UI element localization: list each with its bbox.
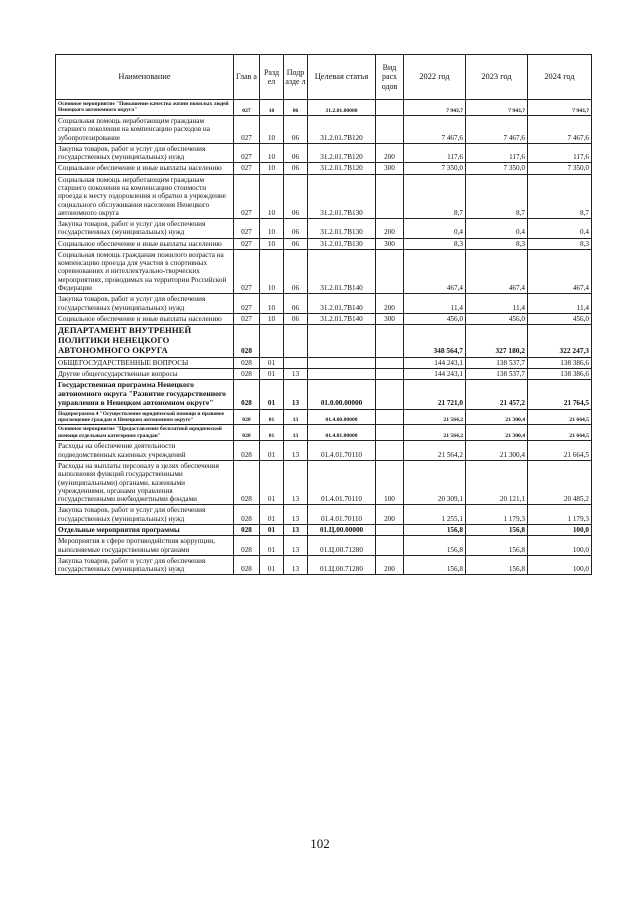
cell-razdel: 10: [260, 174, 284, 218]
cell-2024: 467,4: [528, 249, 592, 293]
cell-statya: 31.2.01.7В130: [308, 219, 376, 239]
cell-name: Расходы на обеспечение деятельности подведомственных казенных учреждений: [56, 441, 234, 461]
cell-2022: 1 255,1: [404, 505, 466, 525]
cell-vid: [376, 357, 404, 368]
cell-statya: 01.Ц.00.71280: [308, 536, 376, 556]
cell-razdel: 01: [260, 425, 284, 441]
cell-2023: 21 300,4: [466, 409, 528, 425]
cell-statya: 31.2.01.7В140: [308, 249, 376, 293]
cell-2023: 7 943,7: [466, 100, 528, 116]
cell-name: Мероприятия в сфере противодействия коррупции, выполняемые государственными органами: [56, 536, 234, 556]
cell-podrazdel: 13: [284, 505, 308, 525]
cell-statya: 01.0.00.00000: [308, 380, 376, 409]
cell-vid: 200: [376, 505, 404, 525]
cell-2023: 467,4: [466, 249, 528, 293]
cell-2023: 8,3: [466, 238, 528, 249]
cell-name: Закупка товаров, работ и услуг для обеспечения государственных (муниципальных) нужд: [56, 219, 234, 239]
cell-2022: 467,4: [404, 249, 466, 293]
cell-vid: [376, 100, 404, 116]
cell-podrazdel: 06: [284, 249, 308, 293]
cell-2022: 8,7: [404, 174, 466, 218]
cell-2024: 138 386,6: [528, 369, 592, 380]
cell-name: Социальная помощь гражданам пожилого возраста на компенсацию проезда для участия в спортивных соревнованиях и интеллектуально-творческих мероприятиях, проводимых на территории Российской Федерации: [56, 249, 234, 293]
page-number: 102: [310, 836, 330, 851]
cell-2024: 1 179,3: [528, 505, 592, 525]
cell-2024: 100,0: [528, 555, 592, 575]
cell-statya: 31.2.01.7В130: [308, 174, 376, 218]
cell-name: ОБЩЕГОСУДАРСТВЕННЫЕ ВОПРОСЫ: [56, 357, 234, 368]
cell-vid: 300: [376, 238, 404, 249]
table-row: [56, 294, 592, 314]
table-row: [56, 100, 592, 116]
cell-podrazdel: 13: [284, 425, 308, 441]
cell-2023: 156,8: [466, 536, 528, 556]
cell-statya: 01.4.01.70110: [308, 461, 376, 505]
table-row: [56, 524, 592, 535]
cell-2024: 138 386,6: [528, 357, 592, 368]
header-razdel: Разд ел: [260, 55, 284, 100]
cell-razdel: 01: [260, 505, 284, 525]
cell-statya: 01.4.01.70110: [308, 505, 376, 525]
cell-2022: 0,4: [404, 219, 466, 239]
cell-2023: 7 467,6: [466, 115, 528, 143]
cell-podrazdel: 13: [284, 441, 308, 461]
cell-2023: 8,7: [466, 174, 528, 218]
cell-statya: 01.4.01.00000: [308, 425, 376, 441]
cell-2022: 21 564,2: [404, 409, 466, 425]
table-row: [56, 425, 592, 441]
cell-glava: 028: [234, 524, 260, 535]
cell-2022: 21 564,2: [404, 425, 466, 441]
cell-2024: 7 943,7: [528, 100, 592, 116]
cell-razdel: 10: [260, 313, 284, 324]
table-row: [56, 505, 592, 525]
cell-name: Закупка товаров, работ и услуг для обеспечения государственных (муниципальных) нужд: [56, 505, 234, 525]
cell-podrazdel: [284, 325, 308, 358]
table-header-row: [56, 55, 592, 100]
cell-razdel: 10: [260, 219, 284, 239]
cell-2022: 11,4: [404, 294, 466, 314]
cell-vid: 100: [376, 461, 404, 505]
cell-podrazdel: 06: [284, 219, 308, 239]
cell-2024: 8,7: [528, 174, 592, 218]
cell-podrazdel: 06: [284, 163, 308, 174]
budget-table: [55, 54, 592, 575]
cell-statya: [308, 369, 376, 380]
cell-podrazdel: 13: [284, 555, 308, 575]
cell-podrazdel: 13: [284, 409, 308, 425]
header-glava: Глав а: [234, 55, 260, 100]
cell-statya: 31.2.01.7В140: [308, 294, 376, 314]
cell-vid: [376, 425, 404, 441]
cell-2023: 0,4: [466, 219, 528, 239]
cell-name: ДЕПАРТАМЕНТ ВНУТРЕННЕЙ ПОЛИТИКИ НЕНЕЦКОГО АВТОНОМНОГО ОКРУГА: [56, 325, 234, 358]
cell-vid: [376, 409, 404, 425]
cell-razdel: 01: [260, 461, 284, 505]
cell-2022: 348 564,7: [404, 325, 466, 358]
header-2024: 2024 год: [528, 55, 592, 100]
cell-name: Социальное обеспечение и иные выплаты населению: [56, 238, 234, 249]
cell-2024: 322 247,3: [528, 325, 592, 358]
table-row: [56, 219, 592, 239]
cell-2022: 7 467,6: [404, 115, 466, 143]
cell-podrazdel: 06: [284, 238, 308, 249]
cell-razdel: 01: [260, 380, 284, 409]
table-row: [56, 249, 592, 293]
cell-2022: 456,0: [404, 313, 466, 324]
cell-name: Закупка товаров, работ и услуг для обеспечения государственных (муниципальных) нужд: [56, 143, 234, 163]
cell-statya: 01.Ц.00.00000: [308, 524, 376, 535]
cell-2023: 7 350,0: [466, 163, 528, 174]
cell-podrazdel: 06: [284, 313, 308, 324]
cell-podrazdel: 13: [284, 380, 308, 409]
cell-glava: 027: [234, 238, 260, 249]
cell-statya: 01.4.00.00000: [308, 409, 376, 425]
cell-2023: 117,6: [466, 143, 528, 163]
table-row: [56, 441, 592, 461]
table-row: [56, 536, 592, 556]
cell-glava: 027: [234, 163, 260, 174]
budget-sheet: [55, 54, 591, 575]
cell-statya: 31.2.01.7В120: [308, 115, 376, 143]
cell-name: Подпрограмма 4 "Осуществление юридической помощи и правовое просвещение граждан в Ненецком автономном округе": [56, 409, 234, 425]
cell-glava: 027: [234, 174, 260, 218]
cell-2023: 21 457,2: [466, 380, 528, 409]
cell-razdel: 10: [260, 143, 284, 163]
table-row: [56, 174, 592, 218]
cell-2024: 7 350,0: [528, 163, 592, 174]
cell-statya: [308, 357, 376, 368]
cell-glava: 028: [234, 369, 260, 380]
cell-2024: 20 485,2: [528, 461, 592, 505]
cell-name: Основное мероприятие "Повышение качества жизни пожилых людей Ненецкого автономного округа": [56, 100, 234, 116]
cell-2022: 21 564,2: [404, 441, 466, 461]
header-2022: 2022 год: [404, 55, 466, 100]
cell-2023: 20 121,1: [466, 461, 528, 505]
cell-statya: [308, 325, 376, 358]
cell-glava: 028: [234, 425, 260, 441]
cell-vid: [376, 369, 404, 380]
cell-glava: 028: [234, 536, 260, 556]
cell-2024: 21 664,5: [528, 441, 592, 461]
cell-2023: 156,8: [466, 555, 528, 575]
cell-name: Социальное обеспечение и иные выплаты населению: [56, 163, 234, 174]
cell-glava: 027: [234, 249, 260, 293]
cell-2022: 156,8: [404, 524, 466, 535]
cell-2022: 21 721,0: [404, 380, 466, 409]
cell-razdel: 01: [260, 357, 284, 368]
cell-razdel: 10: [260, 238, 284, 249]
cell-2024: 8,3: [528, 238, 592, 249]
cell-vid: 300: [376, 163, 404, 174]
cell-glava: 028: [234, 461, 260, 505]
cell-statya: 31.2.01.7В120: [308, 143, 376, 163]
cell-vid: 200: [376, 294, 404, 314]
cell-vid: [376, 115, 404, 143]
cell-name: Социальная помощь неработающим гражданам старшего поколения на компенсацию стоимости проезда к месту оздоровления и обратно в учреждение социального обслуживания населения Ненецкого автономного округа: [56, 174, 234, 218]
cell-vid: [376, 524, 404, 535]
header-statya: Целевая статья: [308, 55, 376, 100]
cell-razdel: 01: [260, 409, 284, 425]
cell-glava: 028: [234, 325, 260, 358]
cell-glava: 027: [234, 294, 260, 314]
cell-2023: 1 179,3: [466, 505, 528, 525]
cell-2024: 21 764,5: [528, 380, 592, 409]
cell-2022: 156,8: [404, 536, 466, 556]
cell-statya: 01.Ц.00.71280: [308, 555, 376, 575]
cell-2023: 11,4: [466, 294, 528, 314]
cell-2024: 117,6: [528, 143, 592, 163]
cell-glava: 028: [234, 441, 260, 461]
cell-2022: 117,6: [404, 143, 466, 163]
cell-podrazdel: 13: [284, 369, 308, 380]
cell-name: Государственная программа Ненецкого автономного округа "Развитие государственного управления в Ненецком автономном округе": [56, 380, 234, 409]
table-row: [56, 115, 592, 143]
cell-statya: 01.4.01.70110: [308, 441, 376, 461]
cell-2024: 21 664,5: [528, 409, 592, 425]
cell-name: Расходы на выплаты персоналу в целях обеспечения выполнения функций государственными (муниципальными) органами, казенными учреждениями, органами управления государственными внебюджетными фондами: [56, 461, 234, 505]
cell-name: Закупка товаров, работ и услуг для обеспечения государственных (муниципальных) нужд: [56, 555, 234, 575]
cell-glava: 027: [234, 115, 260, 143]
cell-2024: 100,0: [528, 536, 592, 556]
cell-razdel: 01: [260, 441, 284, 461]
cell-2023: 156,8: [466, 524, 528, 535]
cell-glava: 028: [234, 380, 260, 409]
table-row: [56, 461, 592, 505]
cell-statya: 31.2.01.7В130: [308, 238, 376, 249]
cell-statya: 31.2.01.00000: [308, 100, 376, 116]
cell-razdel: 01: [260, 536, 284, 556]
cell-vid: [376, 536, 404, 556]
cell-2023: 456,0: [466, 313, 528, 324]
header-podrazdel: Подр азде л: [284, 55, 308, 100]
table-row: [56, 409, 592, 425]
cell-podrazdel: 13: [284, 536, 308, 556]
cell-podrazdel: 06: [284, 115, 308, 143]
table-row: [56, 238, 592, 249]
cell-podrazdel: 06: [284, 174, 308, 218]
table-row: [56, 143, 592, 163]
cell-2023: 138 537,7: [466, 357, 528, 368]
table-row: [56, 369, 592, 380]
cell-2022: 8,3: [404, 238, 466, 249]
cell-podrazdel: 06: [284, 143, 308, 163]
cell-2024: 456,0: [528, 313, 592, 324]
cell-vid: [376, 174, 404, 218]
cell-2024: 21 664,5: [528, 425, 592, 441]
cell-vid: [376, 380, 404, 409]
table-body: [56, 100, 592, 575]
cell-glava: 027: [234, 219, 260, 239]
cell-glava: 027: [234, 100, 260, 116]
table-row: [56, 163, 592, 174]
cell-2022: 7 350,0: [404, 163, 466, 174]
header-vid: Вид расх одов: [376, 55, 404, 100]
cell-vid: [376, 325, 404, 358]
cell-vid: [376, 249, 404, 293]
cell-vid: 300: [376, 313, 404, 324]
cell-glava: 027: [234, 143, 260, 163]
cell-razdel: [260, 325, 284, 358]
cell-2022: 20 309,1: [404, 461, 466, 505]
cell-razdel: 10: [260, 100, 284, 116]
cell-statya: 31.2.01.7В120: [308, 163, 376, 174]
cell-2024: 0,4: [528, 219, 592, 239]
cell-glava: 028: [234, 409, 260, 425]
cell-razdel: 01: [260, 524, 284, 535]
cell-name: Социальное обеспечение и иные выплаты населению: [56, 313, 234, 324]
cell-glava: 027: [234, 313, 260, 324]
cell-razdel: 01: [260, 369, 284, 380]
header-name: Наименование: [56, 55, 234, 100]
cell-name: Закупка товаров, работ и услуг для обеспечения государственных (муниципальных) нужд: [56, 294, 234, 314]
cell-2023: 21 300,4: [466, 441, 528, 461]
cell-name: Другие общегосударственные вопросы: [56, 369, 234, 380]
cell-podrazdel: 06: [284, 100, 308, 116]
cell-name: Основное мероприятие "Предоставление бесплатной юридической помощи отдельным категориям граждан": [56, 425, 234, 441]
cell-2024: 11,4: [528, 294, 592, 314]
cell-razdel: 01: [260, 555, 284, 575]
cell-vid: [376, 441, 404, 461]
cell-2024: 100,0: [528, 524, 592, 535]
cell-podrazdel: [284, 357, 308, 368]
cell-razdel: 10: [260, 294, 284, 314]
cell-2023: 21 300,4: [466, 425, 528, 441]
cell-2023: 327 180,2: [466, 325, 528, 358]
cell-2022: 144 243,1: [404, 357, 466, 368]
cell-glava: 028: [234, 555, 260, 575]
cell-vid: 200: [376, 219, 404, 239]
cell-podrazdel: 13: [284, 524, 308, 535]
cell-razdel: 10: [260, 115, 284, 143]
cell-podrazdel: 13: [284, 461, 308, 505]
cell-2022: 144 243,1: [404, 369, 466, 380]
table-row: [56, 380, 592, 409]
cell-statya: 31.2.01.7В140: [308, 313, 376, 324]
table-row: [56, 555, 592, 575]
cell-podrazdel: 06: [284, 294, 308, 314]
cell-2022: 7 943,7: [404, 100, 466, 116]
cell-glava: 028: [234, 505, 260, 525]
cell-2023: 138 537,7: [466, 369, 528, 380]
cell-name: Социальная помощь неработающим гражданам старшего поколения на компенсацию расходов на зубопротезирование: [56, 115, 234, 143]
cell-2022: 156,8: [404, 555, 466, 575]
table-row: [56, 325, 592, 358]
cell-razdel: 10: [260, 163, 284, 174]
cell-name: Отдельные мероприятия программы: [56, 524, 234, 535]
cell-vid: 200: [376, 143, 404, 163]
cell-vid: 200: [376, 555, 404, 575]
table-row: [56, 313, 592, 324]
table-row: [56, 357, 592, 368]
header-2023: 2023 год: [466, 55, 528, 100]
cell-glava: 028: [234, 357, 260, 368]
cell-2024: 7 467,6: [528, 115, 592, 143]
cell-razdel: 10: [260, 249, 284, 293]
